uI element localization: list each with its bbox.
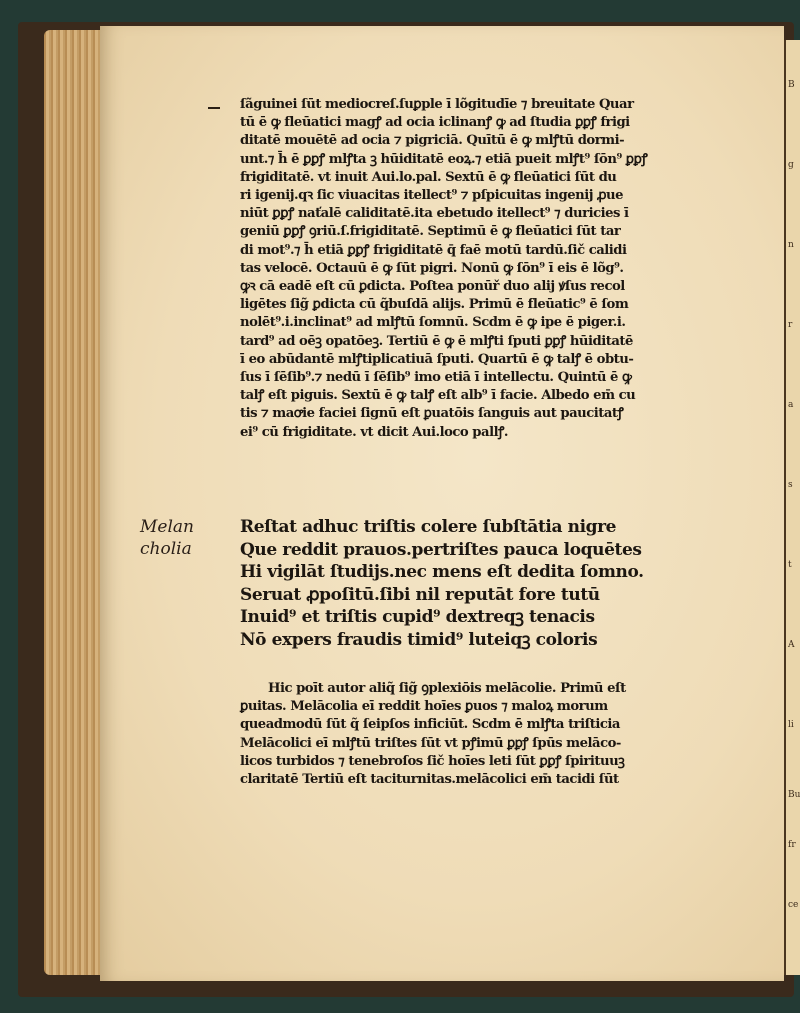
- text-line: frigiditatē. vt inuit Aui.lo.pal. Sextū ē ꝙ fleūatici ſūt du: [240, 169, 617, 185]
- adjacent-fragment: li: [788, 720, 794, 730]
- adjacent-fragment: A: [788, 640, 795, 650]
- adjacent-fragment: a: [788, 400, 794, 410]
- commentary-block: [240, 680, 716, 789]
- handwritten-marginal-note: [140, 516, 194, 560]
- adjacent-fragment: g: [788, 160, 794, 170]
- text-line: talꝭ eſt piguis. Sextū ē ꝙ talꝭ eſt alb⁹ ī facie. Albedo em̄ cu: [240, 388, 636, 404]
- text-line: nolēt⁹.i.inclinat⁹ ad mlꝭtū ſomnū. Scdm ē ꝙ ipe ē piger.i.: [240, 315, 626, 331]
- text-line: di mot⁹.⁊ h̄ etiā ꝑꝑꝭ frigiditatē q̄ faē motū tardū.ſič calidi: [240, 242, 627, 258]
- text-line: unt.⁊ h̄ ē ꝑꝑꝭ mlꝭta ꝫ hūiditatē eoꝝ.⁊ etiā pueit mlꝭt⁹ ſōn⁹ ꝑꝑꝭ: [240, 151, 648, 167]
- verse-line: Hi vigilāt ſtudijs.nec mens eſt dedita ſomno.: [240, 562, 644, 582]
- text-line: geniū ꝑꝑꝭ ꝯriū.ſ.frigiditatē. Septimū ē ꝙ fleūatici ſūt tar: [240, 224, 621, 240]
- marginal-line: cholia: [140, 539, 192, 559]
- verse-line: Que reddit prauos.pertriſtes pauca loquētes: [240, 539, 642, 560]
- text-line: tis ⁊ maꝍie faciei ſignū eſt ꝑuatōis ſanguis aut paucitatꝭ: [240, 406, 624, 422]
- text-line: Melācolici eī mlꝭtū triſtes ſūt vt pꝭimū ꝑꝑꝭ ſpūs melāco-: [240, 735, 621, 751]
- text-line: ī eo abūdantē mlꝭtiplicatiuā ſputi. Quartū ē ꝙ talꝭ ē obtu-: [240, 351, 634, 367]
- text-line: ſus ī ſēſib⁹.⁊ nedū ī ſēſib⁹ imo etiā ī intellectu. Quintū ē ꝙ: [240, 370, 632, 386]
- text-line: queadmodū ſūt q̃ ſeipſos inficiūt. Scdm ē mlꝭta triſticia: [240, 717, 620, 733]
- verse-line: Inuid⁹ et triſtis cupid⁹ dextreqꝫ tenacis: [240, 607, 595, 627]
- text-line: ditatē mouētē ad ocia ⁊ pigriciā. Quītū ē ꝙ mlꝭtū dormi-: [240, 133, 625, 149]
- adjacent-page-strip: [784, 40, 800, 975]
- text-line: tard⁹ ad oēꝫ opatōeꝫ. Tertiū ē ꝙ ē mlꝭti ſputi ꝑꝑꝭ hūiditatē: [240, 333, 633, 349]
- text-line: ligētes ſig̃ ꝑdicta cū q̃buſdā alijs. Primū ē fleūatic⁹ ē ſom: [240, 297, 629, 313]
- adjacent-fragment: B: [788, 80, 795, 90]
- main-text-block: [240, 96, 716, 442]
- verse-block: [240, 516, 716, 651]
- text-line: licos turbidos ⁊ tenebroſos ſič hoīes leti ſūt ꝑꝑꝭ ſpirituuꝫ: [240, 753, 625, 769]
- text-line: tas velocē. Octauū ē ꝙ ſūt pigri. Nonū ꝙ ſōn⁹ ī eis ē lõg⁹.: [240, 260, 624, 276]
- margin-dash-mark: [208, 107, 220, 109]
- verse-line: Nō expers fraudis timid⁹ luteiqꝫ coloris: [240, 629, 598, 650]
- adjacent-fragment: r: [788, 320, 793, 330]
- text-line: ſãguinei ſūt mediocreſ.ſuꝑple ī lõgitudīe ⁊ breuitate Quar: [240, 97, 634, 112]
- text-line: niūt ꝑꝑꝭ naťalē caliditatē.ita ebetudo itellect⁹ ⁊ duricies ī: [240, 206, 629, 222]
- adjacent-fragment: s: [788, 480, 793, 490]
- adjacent-fragment: ce: [788, 900, 799, 910]
- adjacent-fragment: fr: [788, 840, 796, 850]
- text-line: ꝙꝛ cā eadē eſt cū ꝑdicta. Poſtea ponūř duo alij ꝟſus recol: [240, 279, 625, 295]
- verse-line: Seruat ꝓpoſitū.ſibi nil reputāt fore tutū: [240, 584, 600, 605]
- verse-line: Reſtat adhuc triſtis colere ſubſtātia nigre: [240, 517, 617, 537]
- adjacent-fragment: n: [788, 240, 794, 250]
- marginal-line: Melan: [140, 517, 194, 537]
- text-line: tū ē ꝙ fleūatici magꝭ ad ocia iclinanꝭ ꝙ ad ſtudia ꝑꝑꝭ frigi: [240, 115, 630, 131]
- adjacent-fragment: Bu: [788, 790, 800, 800]
- text-line: claritatē Tertiū eſt taciturnitas.melācolici em̄ tacidi ſūt: [240, 772, 619, 788]
- text-line: ri igenij.qꝛ ſic viuacitas itellect⁹ ⁊ pſpicuitas ingenij ꝓue: [240, 188, 623, 204]
- adjacent-fragment: t: [788, 560, 792, 570]
- text-line: ꝑuitas. Melācolia eī reddit hoīes ꝑuos ⁊ maloꝝ morum: [240, 699, 608, 715]
- text-line: ei⁹ cū frigiditate. vt dicit Aui.loco pallꝭ.: [240, 424, 508, 440]
- text-line: Hic poīt autor aliq̃ ſig̃ ꝯplexiōis melācolie. Primū eſt: [268, 681, 626, 696]
